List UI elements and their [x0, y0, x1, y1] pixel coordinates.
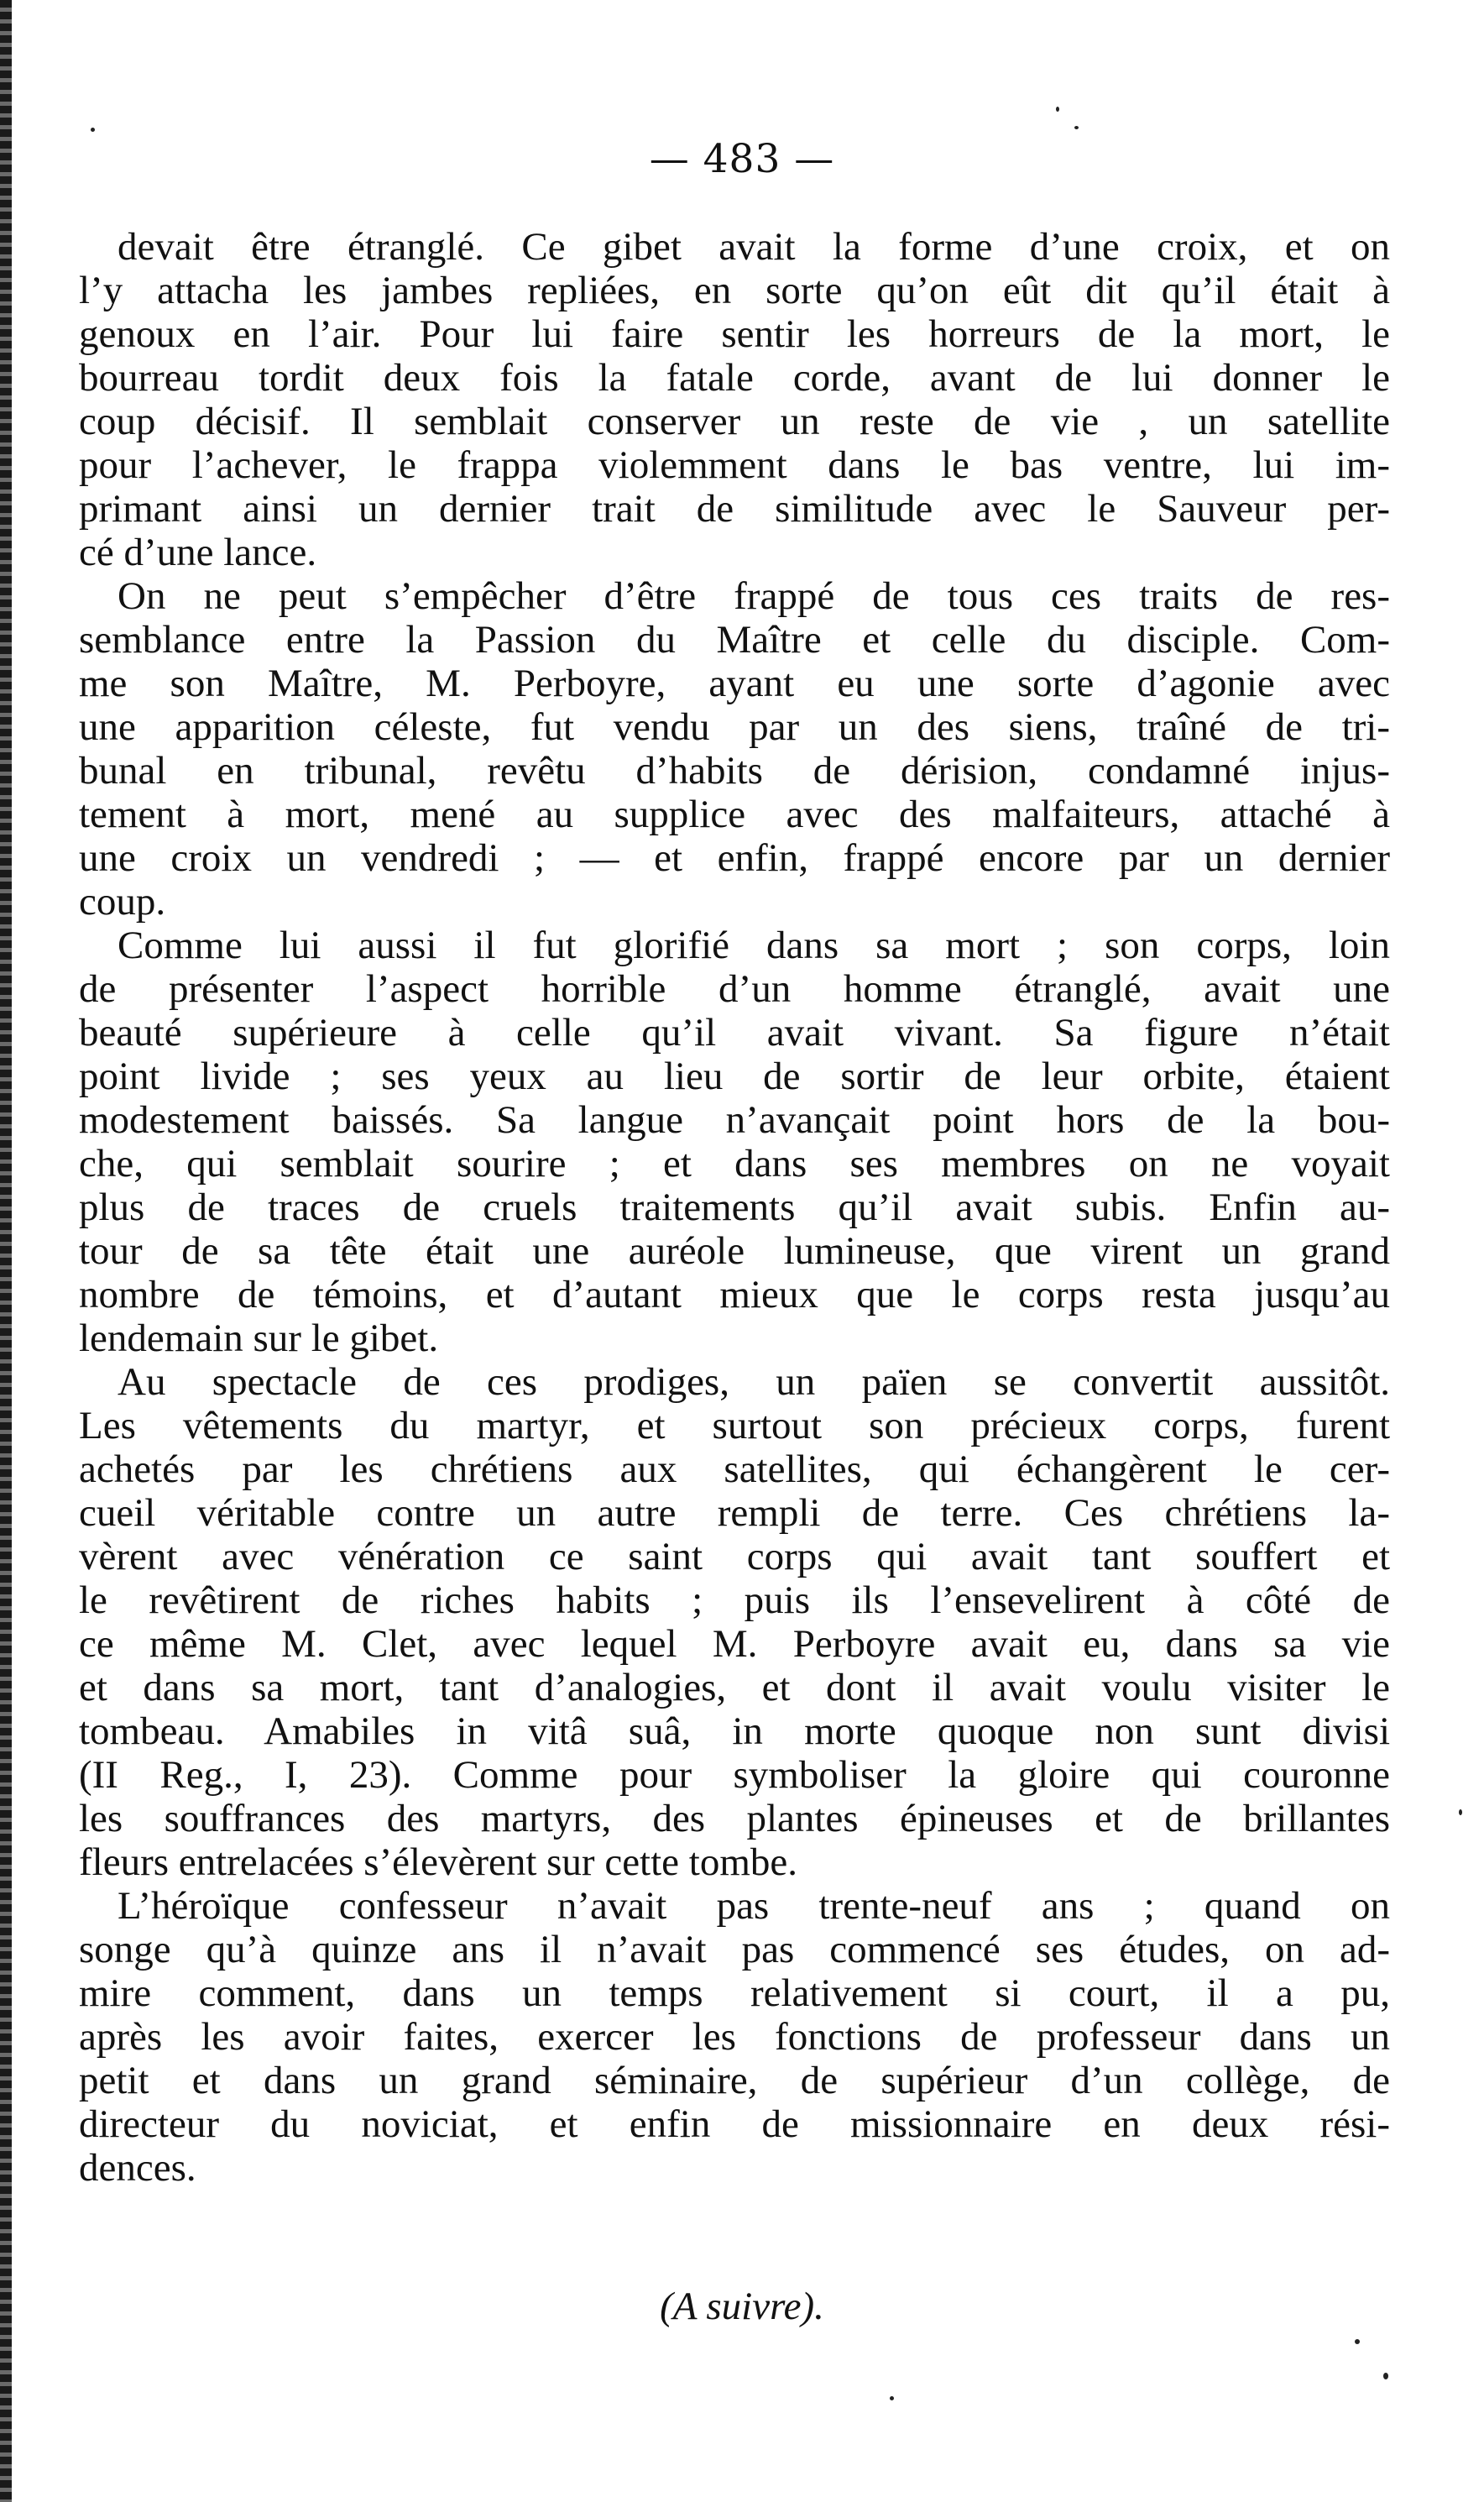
- text-line: Comme lui aussi il fut glorifié dans sa mort ; son corps, loin: [118, 924, 1390, 967]
- text-line: bourreau tordit deux fois la fatale corde, avant de lui donner le: [79, 356, 1390, 400]
- text-line: genoux en l’air. Pour lui faire sentir les horreurs de la mort, le: [79, 312, 1390, 356]
- text-line: le revêtirent de riches habits ; puis ils l’ensevelirent à côté de: [79, 1578, 1390, 1622]
- text-line: me son Maître, M. Perboyre, ayant eu une sorte d’agonie avec: [79, 662, 1390, 705]
- text-line: (II Reg., I, 23). Comme pour symboliser la gloire qui couronne: [79, 1753, 1390, 1797]
- text-line: primant ainsi un dernier trait de similitude avec le Sauveur per-: [79, 487, 1390, 531]
- text-line: les souffrances des martyrs, des plantes épineuses et de brillantes: [79, 1797, 1390, 1840]
- text-line: beauté supérieure à celle qu’il avait vivant. Sa figure n’était: [79, 1011, 1390, 1055]
- text-line: l’y attacha les jambes repliées, en sorte qu’on eût dit qu’il était à: [79, 269, 1390, 312]
- text-line: directeur du noviciat, et enfin de missionnaire en deux rési-: [79, 2102, 1390, 2146]
- text-line: devait être étranglé. Ce gibet avait la forme d’une croix, et on: [118, 225, 1390, 269]
- to-be-continued-note: (A suivre).: [660, 2285, 824, 2328]
- page-number: — 483 —: [649, 136, 835, 182]
- text-line: une croix un vendredi ; — et enfin, frappé encore par un dernier: [79, 836, 1390, 880]
- print-speck: [91, 128, 95, 132]
- text-line: mire comment, dans un temps relativement si court, il a pu,: [79, 1971, 1390, 2015]
- text-line: coup.: [79, 880, 166, 924]
- print-speck: [1074, 126, 1079, 129]
- text-line: lendemain sur le gibet.: [79, 1316, 439, 1360]
- text-line: de présenter l’aspect horrible d’un homme étranglé, avait une: [79, 967, 1390, 1011]
- print-speck: [1383, 2373, 1388, 2379]
- text-line: petit et dans un grand séminaire, de supérieur d’un collège, de: [79, 2059, 1390, 2102]
- text-line: point livide ; ses yeux au lieu de sortir de leur orbite, étaient: [79, 1055, 1390, 1098]
- text-line: vèrent avec vénération ce saint corps qui avait tant souffert et: [79, 1535, 1390, 1578]
- text-line: On ne peut s’empêcher d’être frappé de tous ces traits de res-: [118, 574, 1390, 618]
- text-line: che, qui semblait sourire ; et dans ses membres on ne voyait: [79, 1142, 1390, 1186]
- text-line: et dans sa mort, tant d’analogies, et dont il avait voulu visiter le: [79, 1666, 1390, 1709]
- text-line: après les avoir faites, exercer les fonctions de professeur dans un: [79, 2015, 1390, 2059]
- text-line: achetés par les chrétiens aux satellites, qui échangèrent le cer-: [79, 1447, 1390, 1491]
- text-line: coup décisif. Il semblait conserver un reste de vie , un satellite: [79, 400, 1390, 443]
- text-line: Les vêtements du martyr, et surtout son précieux corps, furent: [79, 1404, 1390, 1447]
- text-line: plus de traces de cruels traitements qu’il avait subis. Enfin au-: [79, 1186, 1390, 1229]
- text-line: L’héroïque confesseur n’avait pas trente-neuf ans ; quand on: [118, 1884, 1390, 1928]
- text-line: songe qu’à quinze ans il n’avait pas commencé ses études, on ad-: [79, 1928, 1390, 1971]
- text-line: tour de sa tête était une auréole lumineuse, que virent un grand: [79, 1229, 1390, 1273]
- print-speck: [1056, 107, 1059, 112]
- text-line: Au spectacle de ces prodiges, un païen se convertit aussitôt.: [118, 1360, 1390, 1404]
- text-line: modestement baissés. Sa langue n’avançait point hors de la bou-: [79, 1098, 1390, 1142]
- text-line: cé d’une lance.: [79, 531, 317, 574]
- text-line: cueil véritable contre un autre rempli de terre. Ces chrétiens la-: [79, 1491, 1390, 1535]
- body-text: [79, 225, 1390, 2190]
- text-line: tement à mort, mené au supplice avec des malfaiteurs, attaché à: [79, 793, 1390, 836]
- text-line: semblance entre la Passion du Maître et celle du disciple. Com-: [79, 618, 1390, 662]
- text-line: pour l’achever, le frappa violemment dans le bas ventre, lui im-: [79, 443, 1390, 487]
- print-speck: [1459, 1809, 1462, 1815]
- text-line: une apparition céleste, fut vendu par un des siens, traîné de tri-: [79, 705, 1390, 749]
- text-line: nombre de témoins, et d’autant mieux que le corps resta jusqu’au: [79, 1273, 1390, 1316]
- text-line: tombeau. Amabiles in vitâ suâ, in morte quoque non sunt divisi: [79, 1709, 1390, 1753]
- print-speck: [1355, 2339, 1360, 2344]
- binding-edge: [0, 0, 12, 2502]
- print-speck: [890, 2396, 894, 2400]
- text-line: dences.: [79, 2146, 196, 2190]
- text-line: bunal en tribunal, revêtu d’habits de dérision, condamné injus-: [79, 749, 1390, 793]
- text-line: fleurs entrelacées s’élevèrent sur cette tombe.: [79, 1840, 798, 1884]
- text-line: ce même M. Clet, avec lequel M. Perboyre avait eu, dans sa vie: [79, 1622, 1390, 1666]
